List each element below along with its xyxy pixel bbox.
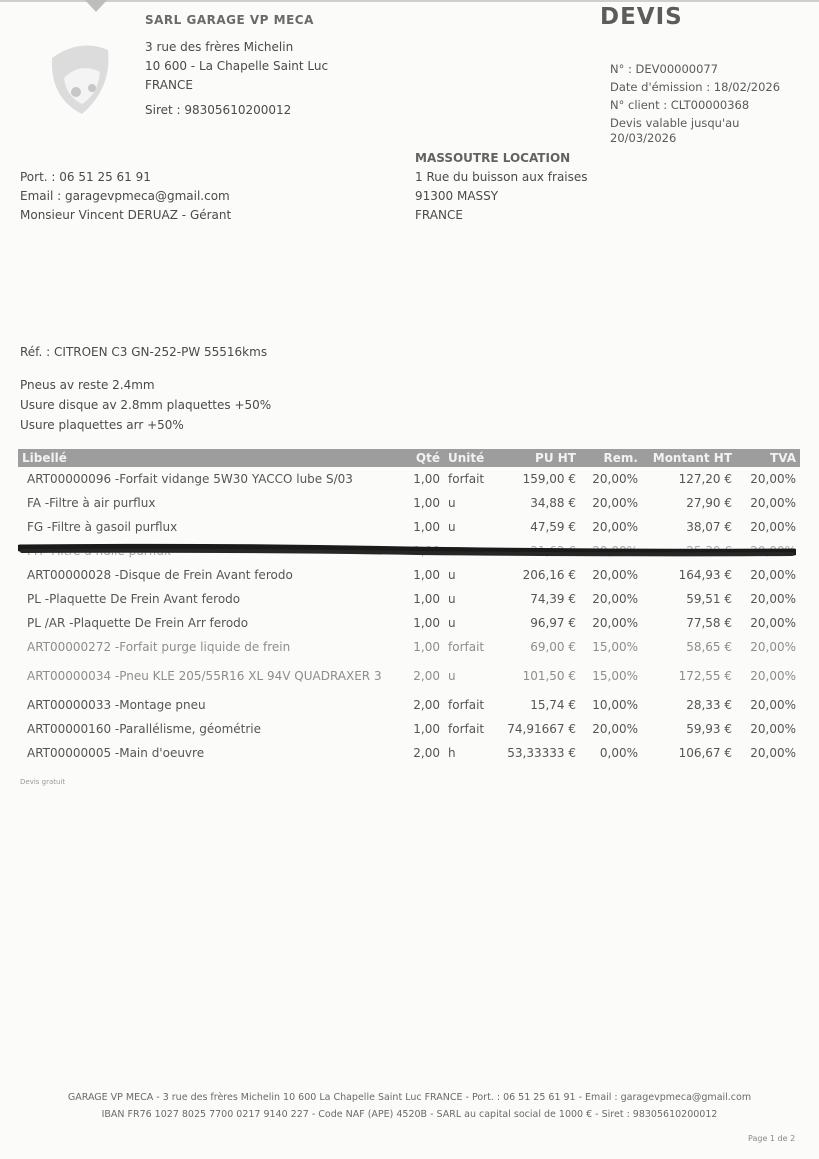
client-name: MASSOUTRE LOCATION xyxy=(415,151,571,165)
cell-label: ART00000272 -Forfait purge liquide de frein xyxy=(27,640,291,654)
cell-unit-price: 96,97 € xyxy=(530,616,576,630)
cell-tva: 20,00% xyxy=(750,520,796,534)
cell-amount: 27,90 € xyxy=(686,496,732,510)
cell-qty: 1,00 xyxy=(413,640,440,654)
cell-label: FG -Filtre à gasoil purflux xyxy=(27,520,178,534)
cell-tva: 20,00% xyxy=(750,640,796,654)
cell-label: ART00000096 -Forfait vidange 5W30 YACCO lube S/03 xyxy=(27,472,353,486)
column-header-amount: Montant HT xyxy=(652,451,732,465)
cell-tva: 20,00% xyxy=(750,669,796,683)
table-row xyxy=(18,515,800,539)
cell-label: FA -Filtre à air purflux xyxy=(27,496,156,510)
cell-qty: 2,00 xyxy=(413,746,440,760)
table-row xyxy=(18,491,800,515)
cell-tva: 20,00% xyxy=(750,698,796,712)
column-header-unit: Unité xyxy=(448,451,485,465)
quote-items-table xyxy=(18,449,800,765)
cell-qty: 1,00 xyxy=(413,568,440,582)
document-valid-until-date: 20/03/2026 xyxy=(610,131,677,145)
cell-tva: 20,00% xyxy=(750,544,796,558)
cell-unit: u xyxy=(448,669,456,683)
cell-tva: 20,00% xyxy=(750,472,796,486)
cell-qty: 1,00 xyxy=(413,544,440,558)
top-corner-mark xyxy=(85,0,107,12)
cell-unit: forfait xyxy=(448,698,485,712)
cell-amount: 59,51 € xyxy=(686,592,732,606)
cell-unit: u xyxy=(448,544,456,558)
cell-amount: 77,58 € xyxy=(686,616,732,630)
cell-discount: 10,00% xyxy=(592,698,638,712)
footer-line2: IBAN FR76 1027 8025 7700 0217 9140 227 - Code NAF (APE) 4520B - SARL au capital social de 1000 € - Siret : 98305610200012 xyxy=(101,1109,718,1120)
cell-amount: 25,30 € xyxy=(686,544,732,558)
cell-qty: 1,00 xyxy=(413,472,440,486)
cell-discount: 15,00% xyxy=(592,669,638,683)
table-row xyxy=(18,635,800,659)
cell-unit-price: 53,33333 € xyxy=(507,746,576,760)
contact-phone: Port. : 06 51 25 61 91 xyxy=(20,170,151,184)
vehicle-reference: Réf. : CITROEN C3 GN-252-PW 55516kms xyxy=(20,345,268,359)
cell-discount: 20,00% xyxy=(592,544,638,558)
cell-qty: 2,00 xyxy=(413,669,440,683)
cell-tva: 20,00% xyxy=(750,722,796,736)
cell-tva: 20,00% xyxy=(750,746,796,760)
cell-tva: 20,00% xyxy=(750,496,796,510)
company-logo-icon xyxy=(42,38,118,116)
cell-discount: 0,00% xyxy=(599,746,638,760)
cell-unit: forfait xyxy=(448,722,485,736)
cell-unit-price: 15,74 € xyxy=(530,698,576,712)
cell-unit-price: 31,62 € xyxy=(530,544,576,558)
cell-discount: 20,00% xyxy=(592,722,638,736)
note-line: Usure plaquettes arr +50% xyxy=(20,418,184,432)
page-number: Page 1 de 2 xyxy=(748,1134,796,1143)
document-client-number: N° client : CLT00000368 xyxy=(610,98,750,112)
cell-unit-price: 34,88 € xyxy=(530,496,576,510)
table-row xyxy=(18,563,800,587)
cell-qty: 1,00 xyxy=(413,592,440,606)
cell-discount: 20,00% xyxy=(592,592,638,606)
cell-label: PL /AR -Plaquette De Frein Arr ferodo xyxy=(27,616,249,630)
client-block xyxy=(415,149,588,225)
client-address-line2: 91300 MASSY xyxy=(415,189,499,203)
cell-unit-price: 101,50 € xyxy=(522,669,576,683)
notes-block xyxy=(20,375,271,435)
cell-amount: 59,93 € xyxy=(686,722,732,736)
cell-label: ART00000028 -Disque de Frein Avant ferodo xyxy=(27,568,293,582)
top-border-line xyxy=(0,0,819,2)
company-country: FRANCE xyxy=(145,78,193,92)
cell-label: ART00000160 -Parallélisme, géométrie xyxy=(27,722,262,736)
document-valid-until: Devis valable jusqu'au xyxy=(610,116,740,130)
cell-discount: 15,00% xyxy=(592,640,638,654)
cell-tva: 20,00% xyxy=(750,592,796,606)
cell-unit: u xyxy=(448,592,456,606)
cell-discount: 20,00% xyxy=(592,616,638,630)
cell-unit: u xyxy=(448,568,456,582)
note-line: Usure disque av 2.8mm plaquettes +50% xyxy=(20,398,272,412)
client-country: FRANCE xyxy=(415,208,463,222)
table-row xyxy=(18,659,800,693)
cell-amount: 164,93 € xyxy=(678,568,732,582)
company-address-line2: 10 600 - La Chapelle Saint Luc xyxy=(145,59,329,73)
cell-unit: forfait xyxy=(448,640,485,654)
cell-unit-price: 69,00 € xyxy=(530,640,576,654)
cell-discount: 20,00% xyxy=(592,472,638,486)
company-siret: Siret : 98305610200012 xyxy=(145,103,292,117)
cell-label: ART00000034 -Pneu KLE 205/55R16 XL 94V QUADRAXER 3 xyxy=(27,669,382,683)
garage-contact-block xyxy=(20,168,231,225)
table-row xyxy=(18,717,800,741)
cell-unit: u xyxy=(448,520,456,534)
cell-tva: 20,00% xyxy=(750,568,796,582)
cell-unit: u xyxy=(448,616,456,630)
cell-amount: 28,33 € xyxy=(686,698,732,712)
cell-qty: 1,00 xyxy=(413,616,440,630)
cell-unit: u xyxy=(448,496,456,510)
table-row xyxy=(18,467,800,491)
footer-line1: GARAGE VP MECA - 3 rue des frères Michelin 10 600 La Chapelle Saint Luc FRANCE - Port. : 06 51 25 61 91 - Email : garagevpmeca@gmail.com xyxy=(67,1092,752,1103)
document-meta xyxy=(610,62,780,146)
company-block xyxy=(145,11,328,120)
cell-unit: forfait xyxy=(448,472,485,486)
cell-qty: 2,00 xyxy=(413,698,440,712)
cell-amount: 38,07 € xyxy=(686,520,732,534)
cell-unit-price: 47,59 € xyxy=(530,520,576,534)
document-issue-date: Date d'émission : 18/02/2026 xyxy=(610,80,781,94)
cell-qty: 1,00 xyxy=(413,520,440,534)
cell-qty: 1,00 xyxy=(413,722,440,736)
table-row xyxy=(18,693,800,717)
cell-unit-price: 74,39 € xyxy=(530,592,576,606)
cell-amount: 127,20 € xyxy=(678,472,732,486)
table-header-row xyxy=(18,449,800,467)
cell-amount: 106,67 € xyxy=(678,746,732,760)
cell-qty: 1,00 xyxy=(413,496,440,510)
document-number: N° : DEV00000077 xyxy=(610,62,719,76)
column-header-qty: Qté xyxy=(415,451,440,465)
table-row xyxy=(18,611,800,635)
cell-unit-price: 206,16 € xyxy=(522,568,576,582)
marker-strikethrough xyxy=(18,540,796,564)
cell-label: PL -Plaquette De Frein Avant ferodo xyxy=(27,592,241,606)
column-header-discount: Rem. xyxy=(603,451,638,465)
cell-label: ART00000033 -Montage pneu xyxy=(27,698,206,712)
cell-amount: 58,65 € xyxy=(686,640,732,654)
column-header-label: Libellé xyxy=(22,451,67,465)
cell-label: FH -Filtre à huile purflux xyxy=(27,544,172,558)
contact-manager: Monsieur Vincent DERUAZ - Gérant xyxy=(20,208,232,222)
table-row xyxy=(18,587,800,611)
column-header-unit-price: PU HT xyxy=(535,451,576,465)
table-row xyxy=(18,741,800,765)
cell-discount: 20,00% xyxy=(592,496,638,510)
cell-amount: 172,55 € xyxy=(678,669,732,683)
cell-unit: h xyxy=(448,746,456,760)
cell-unit-price: 74,91667 € xyxy=(507,722,576,736)
client-address-line1: 1 Rue du buisson aux fraises xyxy=(415,170,588,184)
cell-discount: 20,00% xyxy=(592,520,638,534)
free-quote-note: Devis gratuit xyxy=(20,778,66,786)
column-header-tva: TVA xyxy=(770,451,796,465)
cell-discount: 20,00% xyxy=(592,568,638,582)
company-name: SARL GARAGE VP MECA xyxy=(145,13,314,27)
note-line: Pneus av reste 2.4mm xyxy=(20,378,155,392)
company-address-line1: 3 rue des frères Michelin xyxy=(145,40,294,54)
cell-label: ART00000005 -Main d'oeuvre xyxy=(27,746,205,760)
cell-tva: 20,00% xyxy=(750,616,796,630)
contact-email: Email : garagevpmeca@gmail.com xyxy=(20,189,230,203)
document-title: DEVIS xyxy=(600,4,683,30)
cell-unit-price: 159,00 € xyxy=(522,472,576,486)
